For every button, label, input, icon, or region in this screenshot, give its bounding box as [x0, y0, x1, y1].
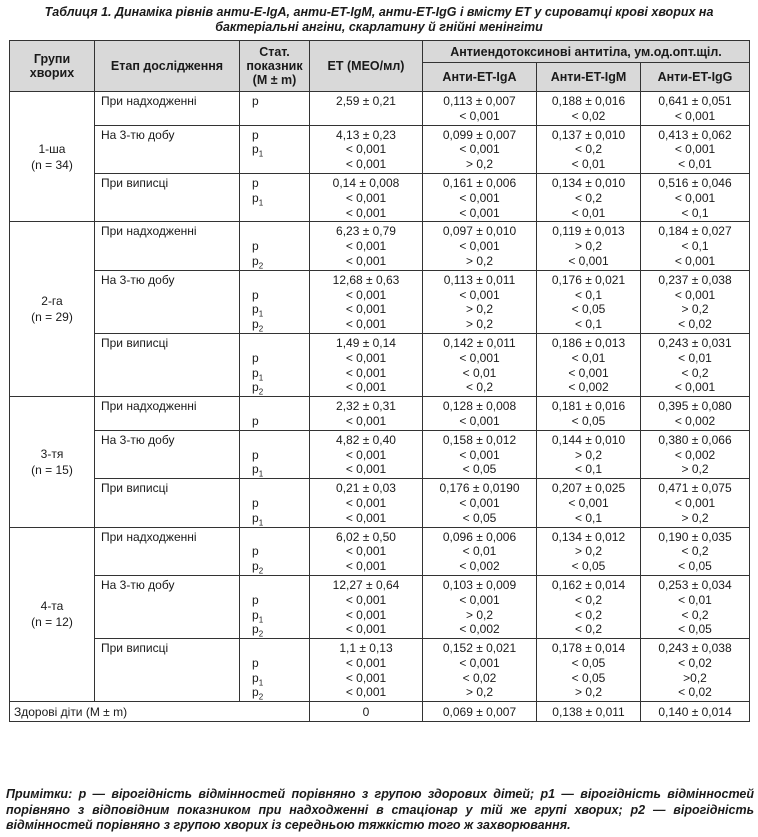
- stat-cell: p $p_1$: [240, 430, 310, 478]
- stat-cell: p $p_1$ $p_2$: [240, 639, 310, 702]
- stage-cell: На 3-тю добу: [95, 430, 240, 478]
- table-row: [10, 270, 750, 333]
- table-caption: Таблиця 1. Динаміка рівнів анти-Е-IgA, анти-ET-IgM, анти-ET-IgG і вмісту ET у сироватці крові хворих на бактеріальні ангіни, скарлатину й гнійні менінгіти: [44, 5, 714, 34]
- igg-cell: 0,471 ± 0,075 < 0,001 > 0,2: [641, 479, 750, 527]
- igg-cell: 0,243 ± 0,031 < 0,01 < 0,2 < 0,001: [641, 333, 750, 396]
- et-cell: 12,68 ± 0,63 < 0,001 < 0,001 < 0,001: [310, 270, 423, 333]
- igm-cell: 0,178 ± 0,014 < 0,05 < 0,05 > 0,2: [537, 639, 641, 702]
- igm-cell: 0,181 ± 0,016 < 0,05: [537, 397, 641, 431]
- header-stat: Стат. показник (M ± m): [240, 41, 310, 92]
- stat-cell: p $p_1$ $p_2$: [240, 575, 310, 638]
- iga-cell: 0,128 ± 0,008 < 0,001: [423, 397, 537, 431]
- table-row: [10, 397, 750, 431]
- igg-cell: 0,413 ± 0,062 < 0,001 < 0,01: [641, 125, 750, 173]
- group-size: (n = 34): [31, 157, 73, 172]
- iga-cell: 0,152 ± 0,021 < 0,001 < 0,02 > 0,2: [423, 639, 537, 702]
- et-cell: 4,13 ± 0,23 < 0,001 < 0,001: [310, 125, 423, 173]
- healthy-et: 0: [310, 702, 423, 722]
- iga-cell: 0,096 ± 0,006 < 0,01 < 0,002: [423, 527, 537, 575]
- table-footnote: [6, 787, 754, 834]
- igg-cell: 0,641 ± 0,051 < 0,001: [641, 92, 750, 126]
- table-row: [10, 527, 750, 575]
- stat-cell: p $p_1$ $p_2$: [240, 270, 310, 333]
- igm-cell: 0,176 ± 0,021 < 0,1 < 0,05 < 0,1: [537, 270, 641, 333]
- stat-cell: p $p_2$: [240, 222, 310, 270]
- table-body: [10, 92, 750, 722]
- group-name: 4-та: [40, 599, 64, 614]
- stat-cell: p $p_1$: [240, 125, 310, 173]
- igg-cell: 0,184 ± 0,027 < 0,1 < 0,001: [641, 222, 750, 270]
- et-cell: 1,49 ± 0,14 < 0,001 < 0,001 < 0,001: [310, 333, 423, 396]
- stat-cell: p $p_2$: [240, 527, 310, 575]
- stage-cell: При виписці: [95, 173, 240, 221]
- iga-cell: 0,113 ± 0,011 < 0,001 > 0,2 > 0,2: [423, 270, 537, 333]
- table-row: [10, 575, 750, 638]
- et-cell: 6,02 ± 0,50 < 0,001 < 0,001: [310, 527, 423, 575]
- et-cell: 2,59 ± 0,21: [310, 92, 423, 126]
- igm-cell: 0,119 ± 0,013 > 0,2 < 0,001: [537, 222, 641, 270]
- igg-cell: 0,516 ± 0,046 < 0,001 < 0,1: [641, 173, 750, 221]
- et-cell: 6,23 ± 0,79 < 0,001 < 0,001: [310, 222, 423, 270]
- iga-cell: 0,176 ± 0,0190 < 0,001 < 0,05: [423, 479, 537, 527]
- igm-cell: 0,188 ± 0,016 < 0,02: [537, 92, 641, 126]
- et-cell: 4,82 ± 0,40 < 0,001 < 0,001: [310, 430, 423, 478]
- et-cell: 0,14 ± 0,008 < 0,001 < 0,001: [310, 173, 423, 221]
- igm-cell: 0,162 ± 0,014 < 0,2 < 0,2 < 0,2: [537, 575, 641, 638]
- group-size: (n = 12): [31, 615, 73, 630]
- table-row: [10, 479, 750, 527]
- note-text: Примітки: p — вірогідність відмінностей порівняно з групою здорових дітей; p1 — вірогідність відмінностей порівняно з відповідним показником при надходженні в стаціонар у тій же групі хворих; p2 — вірогідність відмінностей порівняно з групою хворих із середньою тяжкістю того ж захворювання.: [6, 787, 754, 832]
- table-row: [10, 639, 750, 702]
- et-cell: 1,1 ± 0,13 < 0,001 < 0,001 < 0,001: [310, 639, 423, 702]
- stat-cell: p $p_1$: [240, 479, 310, 527]
- table-row: [10, 92, 750, 126]
- stage-cell: При виписці: [95, 333, 240, 396]
- data-table: [9, 40, 750, 722]
- group-cell: [10, 222, 95, 397]
- iga-cell: 0,158 ± 0,012 < 0,001 < 0,05: [423, 430, 537, 478]
- igm-cell: 0,144 ± 0,010 > 0,2 < 0,1: [537, 430, 641, 478]
- healthy-row: [10, 702, 750, 722]
- igg-cell: 0,253 ± 0,034 < 0,01 < 0,2 < 0,05: [641, 575, 750, 638]
- header-iga: Анти-ET-IgA: [423, 63, 537, 92]
- table-row: [10, 333, 750, 396]
- et-cell: 0,21 ± 0,03 < 0,001 < 0,001: [310, 479, 423, 527]
- stage-cell: При надходженні: [95, 397, 240, 431]
- group-name: 1-ша: [38, 141, 66, 156]
- stage-cell: При надходженні: [95, 222, 240, 270]
- healthy-igm: 0,138 ± 0,011: [537, 702, 641, 722]
- header-igg: Анти-ET-IgG: [641, 63, 750, 92]
- table-row: [10, 430, 750, 478]
- igg-cell: 0,190 ± 0,035 < 0,2 < 0,05: [641, 527, 750, 575]
- igg-cell: 0,395 ± 0,080 < 0,002: [641, 397, 750, 431]
- group-cell: [10, 92, 95, 222]
- stage-cell: При надходженні: [95, 527, 240, 575]
- iga-cell: 0,103 ± 0,009 < 0,001 > 0,2 < 0,002: [423, 575, 537, 638]
- healthy-label: Здорові діти (M ± m): [10, 702, 310, 722]
- et-cell: 12,27 ± 0,64 < 0,001 < 0,001 < 0,001: [310, 575, 423, 638]
- header-stage: Етап дослідження: [95, 41, 240, 92]
- igm-cell: 0,137 ± 0,010 < 0,2 < 0,01: [537, 125, 641, 173]
- group-cell: [10, 397, 95, 527]
- stat-cell: p $p_1$: [240, 173, 310, 221]
- header-igm: Анти-ET-IgM: [537, 63, 641, 92]
- table-row: [10, 222, 750, 270]
- stage-cell: При виписці: [95, 479, 240, 527]
- igm-cell: 0,134 ± 0,012 > 0,2 < 0,05: [537, 527, 641, 575]
- stage-cell: При виписці: [95, 639, 240, 702]
- igg-cell: 0,243 ± 0,038 < 0,02 >0,2 < 0,02: [641, 639, 750, 702]
- stage-cell: На 3-тю добу: [95, 125, 240, 173]
- igm-cell: 0,186 ± 0,013 < 0,01 < 0,001 < 0,002: [537, 333, 641, 396]
- stage-cell: На 3-тю добу: [95, 575, 240, 638]
- stat-cell: p: [240, 397, 310, 431]
- stage-cell: При надходженні: [95, 92, 240, 126]
- healthy-igg: 0,140 ± 0,014: [641, 702, 750, 722]
- group-cell: [10, 527, 95, 702]
- header-group: Групи хворих: [10, 41, 95, 92]
- healthy-iga: 0,069 ± 0,007: [423, 702, 537, 722]
- iga-cell: 0,142 ± 0,011 < 0,001 < 0,01 < 0,2: [423, 333, 537, 396]
- iga-cell: 0,113 ± 0,007 < 0,001: [423, 92, 537, 126]
- table-row: [10, 173, 750, 221]
- header-antibodies: Антиендотоксинові антитіла, ум.од.опт.щіл.: [423, 41, 750, 63]
- group-size: (n = 15): [31, 462, 73, 477]
- group-name: 2-га: [41, 294, 63, 309]
- stage-cell: На 3-тю добу: [95, 270, 240, 333]
- table-row: [10, 125, 750, 173]
- igm-cell: 0,207 ± 0,025 < 0,001 < 0,1: [537, 479, 641, 527]
- et-cell: 2,32 ± 0,31 < 0,001: [310, 397, 423, 431]
- group-name: 3-тя: [40, 446, 64, 461]
- iga-cell: 0,161 ± 0,006 < 0,001 < 0,001: [423, 173, 537, 221]
- igg-cell: 0,380 ± 0,066 < 0,002 > 0,2: [641, 430, 750, 478]
- stat-cell: p: [240, 92, 310, 126]
- igm-cell: 0,134 ± 0,010 < 0,2 < 0,01: [537, 173, 641, 221]
- stat-cell: p $p_1$ $p_2$: [240, 333, 310, 396]
- group-size: (n = 29): [31, 310, 73, 325]
- igg-cell: 0,237 ± 0,038 < 0,001 > 0,2 < 0,02: [641, 270, 750, 333]
- iga-cell: 0,097 ± 0,010 < 0,001 > 0,2: [423, 222, 537, 270]
- iga-cell: 0,099 ± 0,007 < 0,001 > 0,2: [423, 125, 537, 173]
- header-et: ET (MEO/мл): [310, 41, 423, 92]
